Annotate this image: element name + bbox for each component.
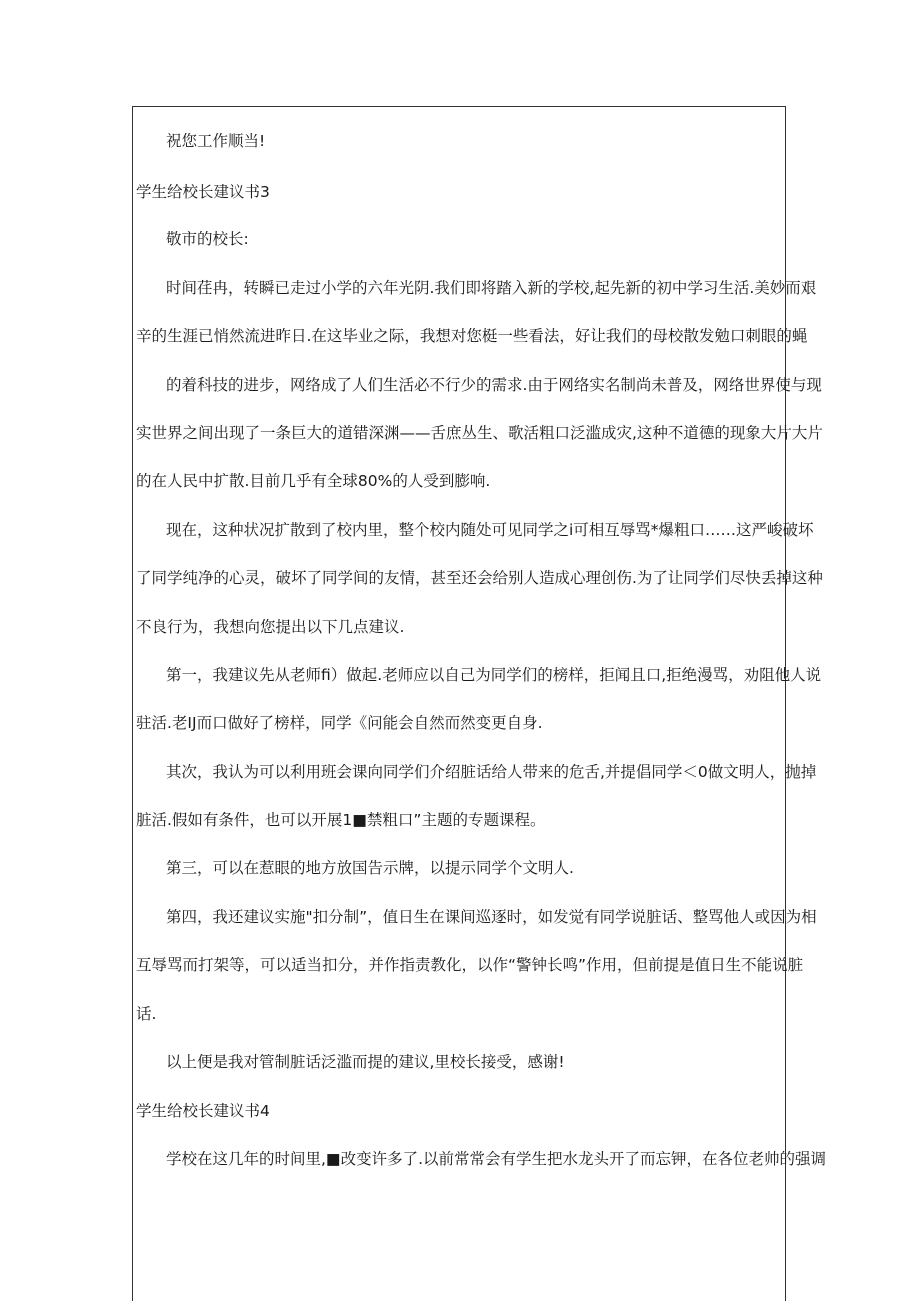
text-line: 以上便是我对管制脏话泛滥而提的建议,里校长接受，感谢! bbox=[166, 1053, 565, 1071]
text-line: 驻活.老IJ而口做好了榜样，同学《问能会自然而然变更自身. bbox=[136, 714, 543, 732]
text-line: 学校在这几年的时间里,■改变许多了.以前常常会有学生把水龙头开了而忘钾，在各位老帅的强调 bbox=[166, 1150, 827, 1168]
text-line: 的在人民中扩散.目前几乎有全球80%的人受到膨响. bbox=[136, 472, 491, 490]
text-line: 第三，可以在惹眼的地方放国告示牌，以提示同学个文明人. bbox=[166, 859, 574, 877]
section-heading-4: 学生给校长建议书4 bbox=[136, 1102, 270, 1120]
text-line: 的着科技的进步，网络成了人们生活必不行少的需求.由于网络实名制尚未普及，网络世界使与现 bbox=[166, 376, 822, 394]
text-line: 不良行为，我想向您提出以下几点建议. bbox=[136, 618, 405, 636]
text-line: 实世界之间出现了一条巨大的道错深渊——舌庶丛生、歌活粗口泛滥成灾,这种不道德的现象大片大片 bbox=[136, 424, 823, 442]
closing-line: 祝您工作顺当! bbox=[166, 132, 266, 150]
text-line: 第四，我还建议实施"扣分制”，值日生在课间巡逐时，如发觉有同学说脏话、整骂他人或因为相 bbox=[166, 908, 817, 926]
text-line: 话. bbox=[136, 1005, 157, 1023]
text-line: 脏活.假如有条件，也可以开展1■禁粗口”主题的专题课程。 bbox=[136, 811, 546, 829]
text-line: 时间荏冉，转瞬已走过小学的六年光阴.我们即将踏入新的学校,起先新的初中学习生活.美妙而艰 bbox=[166, 279, 817, 297]
text-line: 辛的生涯已悄然流进昨日.在这毕业之际，我想对您梃一些看法，好让我们的母校散发勉口刺眼的蝇 bbox=[136, 327, 808, 345]
salutation: 敬市的校长: bbox=[166, 230, 249, 248]
text-line: 第一，我建议先从老师fi）做起.老师应以自己为同学们的榜样，拒闻且口,拒绝漫骂，劝阻他人说 bbox=[166, 666, 822, 684]
section-heading-3: 学生给校长建议书3 bbox=[136, 183, 270, 201]
text-line: 互辱骂而打架等，可以适当扣分，并作指责教化，以作“警钟长鸣”作用，但前提是值日生不能说脏 bbox=[136, 956, 804, 974]
text-line: 了同学纯净的心灵，破坏了同学间的友情，甚至还会给别人造成心理创伤.为了让同学们尽快丢掉这种 bbox=[136, 569, 823, 587]
text-line: 现在，这种状况扩散到了校内里，整个校内随处可见同学之i可相互辱骂*爆粗口……这严峻破坏 bbox=[166, 521, 814, 539]
text-line: 其次，我认为可以利用班会课向同学们介绍脏话给人带来的危舌,并提倡同学＜0做文明人，抛掉 bbox=[166, 763, 817, 781]
